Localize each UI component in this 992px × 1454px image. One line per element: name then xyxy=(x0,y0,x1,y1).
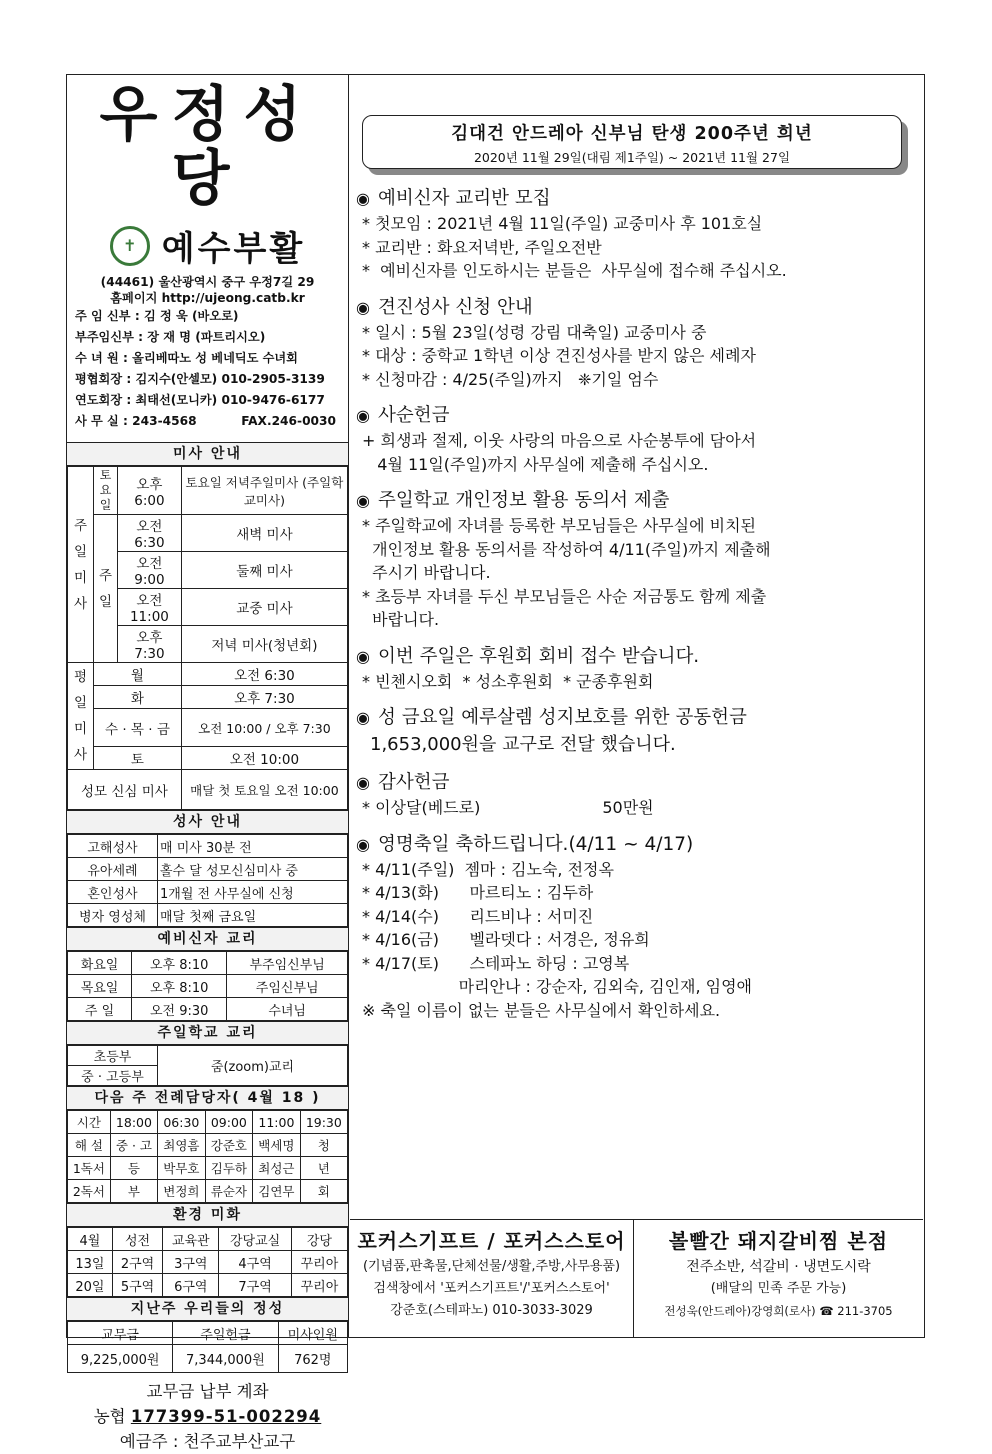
account-block xyxy=(67,1379,348,1454)
offering-heading: 지난주 우리들의 정성 xyxy=(67,1297,348,1321)
sacrament-info: 매 미사 30분 전 xyxy=(158,835,348,858)
office-contact xyxy=(75,411,348,432)
mass-table xyxy=(67,466,348,810)
cat-time: 오후 8:10 xyxy=(132,952,227,975)
sunday-label: 주일 xyxy=(94,515,118,663)
offering-header: 주일헌금 xyxy=(173,1322,278,1345)
notice-item xyxy=(356,704,916,758)
liturgy-cell: 청 xyxy=(300,1134,347,1157)
notice-title: 주일학교 개인정보 활용 동의서 제출 xyxy=(377,490,670,511)
notice-title: 영명축일 축하드립니다.(4/11 ~ 4/17) xyxy=(377,833,694,855)
liturgy-cell: 김연무 xyxy=(253,1180,301,1203)
cat-teacher: 주임신부님 xyxy=(227,975,348,998)
notice-item xyxy=(356,643,916,694)
weekday-time: 오전 10:00 xyxy=(181,747,347,770)
notice-line: * 신청마감 : 4/25(주일)까지 ❈기일 엄수 xyxy=(362,369,659,389)
banner-dates: 2020년 11월 29일(대림 제1주일) ~ 2021년 11월 27일 xyxy=(473,150,791,165)
weekday-time: 오전 6:30 xyxy=(181,663,347,686)
school-level: 초등부 xyxy=(68,1046,158,1066)
mass-heading: 미사 안내 xyxy=(67,442,348,466)
parish-name: 우정성당 xyxy=(99,80,316,214)
liturgy-cell: 등 xyxy=(110,1157,157,1180)
notice-line: 마리안나 : 강순자, 김외숙, 김인재, 임영애 xyxy=(362,977,753,996)
bulletin-page xyxy=(66,74,925,1451)
offering-header: 미사인원 xyxy=(278,1322,347,1345)
bullet-icon: ◉ xyxy=(356,834,370,854)
notice-heading xyxy=(356,831,916,858)
school-method: 줌(zoom)교리 xyxy=(158,1046,348,1086)
banner-title: 김대건 안드레아 신부님 탄생 200주년 희년 xyxy=(451,124,813,144)
left-column xyxy=(67,75,349,1451)
weekday-time: 오전 10:00 / 오후 7:30 xyxy=(181,709,347,747)
sacrament-info: 매달 첫째 금요일 xyxy=(158,904,348,927)
account-holder: 예금주 : 천주교부산교구 xyxy=(119,1432,296,1451)
notice-item xyxy=(356,402,916,476)
notice-title: 이번 주일은 후원회 회비 접수 받습니다. xyxy=(377,645,700,667)
staff-pastor: 주 임 신부 : 김 정 욱 (바오로) xyxy=(75,309,239,323)
notice-line: * 첫모임 : 2021년 4월 11일(주일) 교중미사 후 101호실 xyxy=(362,214,763,233)
logo-row xyxy=(67,221,348,270)
offering-table xyxy=(67,1321,348,1373)
bullet-icon: ◉ xyxy=(356,646,370,666)
notice-line: * 4/16(금) 벨라뎃다 : 서경은, 정유희 xyxy=(362,930,650,949)
sat-desc: 토요일 저녁주일미사 (주일학교미사) xyxy=(181,467,347,515)
notice-line: 1,653,000원을 교구로 전달 했습니다. xyxy=(370,734,676,755)
mary-mass-label: 성모 신심 미사 xyxy=(68,770,182,810)
parish-info xyxy=(67,274,348,432)
cleaning-table xyxy=(67,1227,348,1297)
school-level: 중 · 고등부 xyxy=(68,1066,158,1086)
notice-line: * 교리반 : 화요저녁반, 주일오전반 xyxy=(362,237,602,257)
cleaning-header: 교육관 xyxy=(163,1228,219,1251)
liturgy-cell: 중 · 고 xyxy=(110,1134,157,1157)
cat-teacher: 부주임신부님 xyxy=(227,952,348,975)
notices-list xyxy=(356,185,916,1033)
address: (44461) 울산광역시 중구 우정7길 29 xyxy=(100,275,315,289)
notice-heading xyxy=(356,185,916,212)
cat-day: 화요일 xyxy=(68,952,132,975)
parish-logo-icon: ✝ xyxy=(110,226,150,266)
notice-item xyxy=(356,487,916,632)
cleaning-cell: 꾸리아 xyxy=(291,1274,347,1297)
notice-title: 예비신자 교리반 모집 xyxy=(377,188,551,209)
notice-line: 주시기 바랍니다. xyxy=(362,563,491,582)
account-line xyxy=(67,1404,348,1429)
notice-line: * 예비신자를 인도하시는 분들은 사무실에 접수해 주십시오. xyxy=(362,261,787,280)
ad1-line: 강준호(스테파노) 010-3033-3029 xyxy=(390,1303,593,1318)
ad2-line: 전성욱(안드레아)강영희(로사) ☎ 211-3705 xyxy=(664,1304,893,1318)
ad2-line: (배달의 민족 주문 가능) xyxy=(710,1281,847,1296)
cat-day: 목요일 xyxy=(68,975,132,998)
liturgy-cell: 변정희 xyxy=(158,1180,206,1203)
cleaning-header: 강당교실 xyxy=(219,1228,292,1251)
cleaning-cell: 6구역 xyxy=(163,1274,219,1297)
cleaning-header: 강당 xyxy=(291,1228,347,1251)
sunday-school-table xyxy=(67,1045,348,1086)
liturgy-header: 시간 xyxy=(68,1111,111,1134)
cleaning-cell: 4구역 xyxy=(219,1251,292,1274)
bullet-icon: ◉ xyxy=(356,297,370,317)
notice-line: * 4/13(화) 마르티노 : 김두하 xyxy=(362,883,594,902)
cleaning-heading: 환경 미화 xyxy=(67,1203,348,1227)
ads-footer xyxy=(350,1219,923,1337)
notice-line: * 일시 : 5월 23일(성령 강림 대축일) 교중미사 중 xyxy=(362,322,707,342)
notice-item xyxy=(356,831,916,1023)
notice-heading xyxy=(356,704,916,731)
cleaning-cell: 20일 xyxy=(68,1274,113,1297)
cleaning-cell: 3구역 xyxy=(163,1251,219,1274)
sunday-desc: 교중 미사 xyxy=(181,589,347,626)
notice-line: * 4/11(주일) 젬마 : 김노숙, 전정옥 xyxy=(362,859,614,879)
account-number: 177399-51-002294 xyxy=(130,1407,322,1426)
sacrament-type: 병자 영성체 xyxy=(68,904,158,927)
notice-title: 감사헌금 xyxy=(377,772,450,793)
notice-heading xyxy=(356,643,916,670)
cleaning-cell: 13일 xyxy=(68,1251,113,1274)
bullet-icon: ◉ xyxy=(356,189,370,208)
weekday-mass-label: 평일미사 xyxy=(68,663,94,770)
notice-line: 개인정보 활용 동의서를 작성하여 4/11(주일)까지 제출해 xyxy=(362,539,771,559)
staff-council: 평협회장 : 김지수(안셀모) 010-2905-3139 xyxy=(75,372,325,386)
weekday-day: 수 · 목 · 금 xyxy=(94,709,182,747)
sat-time: 오후 6:00 xyxy=(118,467,182,515)
sacrament-type: 유아세례 xyxy=(68,858,158,881)
liturgy-table xyxy=(67,1110,348,1203)
staff-assistant: 부주임신부 : 장 재 명 (파트리시오) xyxy=(75,330,266,344)
sunday-mass-label: 주일미사 xyxy=(68,467,94,663)
notice-heading xyxy=(356,769,916,796)
homepage-link[interactable]: 홈페이지 http://ujeong.catb.kr xyxy=(110,291,305,305)
account-title: 교무금 납부 계좌 xyxy=(146,1382,269,1401)
sacrament-info: 홀수 달 성모신심미사 중 xyxy=(158,858,348,881)
notice-line: 바랍니다. xyxy=(362,610,440,629)
offering-value: 7,344,000원 xyxy=(173,1345,278,1373)
liturgy-cell: 최영흠 xyxy=(158,1134,206,1157)
liturgy-header: 18:00 xyxy=(110,1111,157,1134)
liturgy-cell: 최성근 xyxy=(253,1157,301,1180)
cleaning-cell: 5구역 xyxy=(112,1274,162,1297)
weekday-time: 오후 7:30 xyxy=(181,686,347,709)
cat-time: 오전 9:30 xyxy=(132,998,227,1021)
notice-heading xyxy=(356,294,916,321)
bullet-icon: ◉ xyxy=(356,708,370,727)
liturgy-cell: 김두하 xyxy=(205,1157,253,1180)
notice-heading xyxy=(356,402,916,429)
liturgy-cell: 강준호 xyxy=(205,1134,253,1157)
sunday-desc: 새벽 미사 xyxy=(181,515,347,552)
sunday-desc: 둘째 미사 xyxy=(181,552,347,589)
staff-prayer: 연도회장 : 최태선(모니카) 010-9476-6177 xyxy=(75,393,325,407)
notice-line: * 4/17(토) 스테파노 하딩 : 고영복 xyxy=(362,953,630,973)
liturgy-cell: 2독서 xyxy=(68,1180,111,1203)
cleaning-cell: 꾸리아 xyxy=(291,1251,347,1274)
notice-title: 사순헌금 xyxy=(377,405,450,426)
weekday-day: 월 xyxy=(94,663,182,686)
notice-line: * 주일학교에 자녀를 등록한 부모님들은 사무실에 비치된 xyxy=(362,516,757,535)
notice-line: ※ 축일 이름이 없는 분들은 사무실에서 확인하세요. xyxy=(362,1000,721,1020)
sacrament-info: 1개월 전 사무실에 신청 xyxy=(158,881,348,904)
catechumen-heading: 예비신자 교리 xyxy=(67,927,348,951)
liturgy-cell: 해 설 xyxy=(68,1134,111,1157)
cleaning-cell: 2구역 xyxy=(112,1251,162,1274)
notice-item xyxy=(356,185,916,283)
offering-header: 교무금 xyxy=(68,1322,173,1345)
offering-value: 762명 xyxy=(278,1345,347,1373)
parish-motto: 예수부활 xyxy=(161,229,306,269)
ad1-line: (기념품,판촉물,단체선물/생활,주방,사무용품) xyxy=(362,1259,621,1274)
cat-day: 주 일 xyxy=(68,998,132,1021)
sunday-time: 오전11:00 xyxy=(118,589,182,626)
sunday-time: 오전 9:00 xyxy=(118,552,182,589)
liturgy-cell: 부 xyxy=(110,1180,157,1203)
bullet-icon: ◉ xyxy=(356,773,370,792)
sunday-school-heading: 주일학교 교리 xyxy=(67,1021,348,1045)
liturgy-cell: 1독서 xyxy=(68,1157,111,1180)
weekday-day: 화 xyxy=(94,686,182,709)
office-phone: 사 무 실 : 243-4568 xyxy=(75,414,197,428)
sacrament-type: 고해성사 xyxy=(68,835,158,858)
liturgy-header: 19:30 xyxy=(300,1111,347,1134)
catechumen-table xyxy=(67,951,348,1021)
mary-mass-time: 매달 첫 토요일 오전 10:00 xyxy=(181,770,347,810)
ad1-title: 포커스기프트 / 포커스스토어 xyxy=(357,1229,626,1253)
saturday-label: 토요일 xyxy=(94,467,118,515)
sacrament-heading: 성사 안내 xyxy=(67,810,348,834)
notice-heading xyxy=(356,487,916,514)
sacrament-table xyxy=(67,834,348,927)
sunday-desc: 저녁 미사(청년회) xyxy=(181,626,347,663)
offering-value: 9,225,000원 xyxy=(68,1345,173,1373)
liturgy-cell: 년 xyxy=(300,1157,347,1180)
weekday-day: 토 xyxy=(94,747,182,770)
ad-focusgift xyxy=(350,1220,634,1337)
liturgy-header: 09:00 xyxy=(205,1111,253,1134)
office-fax: FAX.246-0030 xyxy=(241,414,336,428)
sacrament-type: 혼인성사 xyxy=(68,881,158,904)
ad-restaurant xyxy=(634,1220,923,1337)
notice-line: * 4/14(수) 리드비나 : 서미진 xyxy=(362,906,594,926)
notice-line: * 초등부 자녀를 두신 부모님들은 사순 저금통도 함께 제출 xyxy=(362,586,767,606)
right-column xyxy=(350,75,923,1337)
staff-convent: 수 녀 원 : 올리베따노 성 베네딕도 수녀회 xyxy=(75,351,298,365)
notice-line: * 이상달(베드로) 50만원 xyxy=(362,798,654,817)
bullet-icon: ◉ xyxy=(356,406,370,425)
notice-title: 성 금요일 예루살렘 성지보호를 위한 공동헌금 xyxy=(377,707,747,728)
liturgy-cell: 류순자 xyxy=(205,1180,253,1203)
liturgy-header: 11:00 xyxy=(253,1111,301,1134)
liturgy-cell: 회 xyxy=(300,1180,347,1203)
cleaning-header: 성전 xyxy=(112,1228,162,1251)
sunday-time: 오후 7:30 xyxy=(118,626,182,663)
notice-line: * 대상 : 중학교 1학년 이상 견진성사를 받지 않은 세례자 xyxy=(362,346,756,365)
ad2-line: 전주소반, 석갈비 · 냉면도시락 xyxy=(686,1259,871,1275)
liturgy-cell: 박무호 xyxy=(158,1157,206,1180)
ad1-line: 검색창에서 '포커스기프트'/'포커스스토어' xyxy=(373,1281,610,1296)
notice-line: * 빈첸시오회 * 성소후원회 * 군종후원회 xyxy=(362,671,654,691)
notice-item xyxy=(356,769,916,820)
liturgy-heading: 다음 주 전례담당자( 4월 18 ) xyxy=(67,1086,348,1110)
ad2-title: 볼빨간 돼지갈비찜 본점 xyxy=(668,1229,889,1253)
notice-item xyxy=(356,294,916,392)
liturgy-cell: 백세명 xyxy=(253,1134,301,1157)
cleaning-header: 4월 xyxy=(68,1228,113,1251)
bullet-icon: ◉ xyxy=(356,491,370,510)
liturgy-header: 06:30 xyxy=(158,1111,206,1134)
account-bank: 농협 xyxy=(93,1407,126,1426)
cat-time: 오후 8:10 xyxy=(132,975,227,998)
notice-line: 4월 11일(주일)까지 사무실에 제출해 주십시오. xyxy=(362,454,709,474)
cleaning-cell: 7구역 xyxy=(219,1274,292,1297)
cat-teacher: 수녀님 xyxy=(227,998,348,1021)
notice-title: 견진성사 신청 안내 xyxy=(377,296,533,318)
jubilee-banner xyxy=(362,115,902,169)
notice-line: + 희생과 절제, 이웃 사랑의 마음으로 사순봉투에 담아서 xyxy=(362,431,757,450)
sunday-time: 오전 6:30 xyxy=(118,515,182,552)
